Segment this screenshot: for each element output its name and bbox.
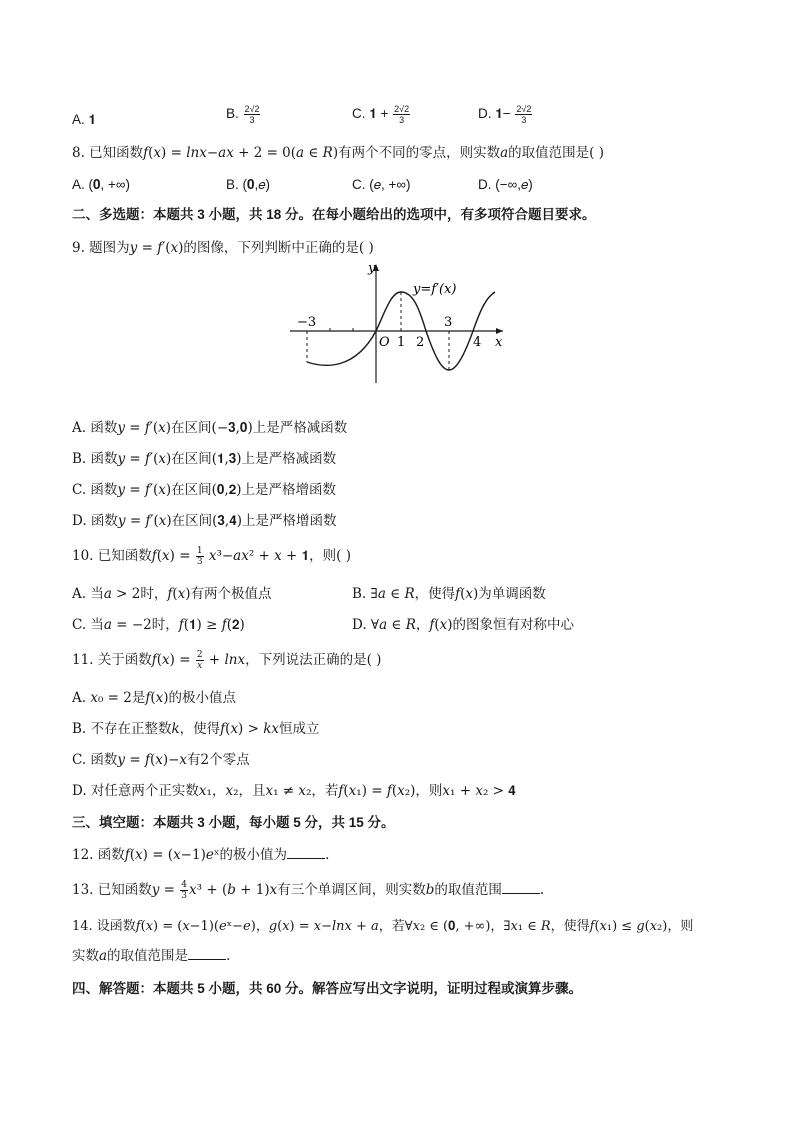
q14-stem-end: . — [226, 948, 231, 964]
q7-option-d-prefix: D. 𝟏− — [478, 106, 511, 122]
q9-derivative-graph — [285, 258, 510, 388]
tick-label-3: 3 — [444, 315, 453, 330]
q14-stem-line2-text: 实数𝑎的取值范围是 — [72, 948, 189, 964]
fraction-numerator: 2√2 — [394, 104, 410, 114]
q14-stem-line2 — [72, 946, 230, 966]
q13-stem-prefix: 13. 已知函数𝑦 = — [72, 882, 175, 898]
q11-fraction — [196, 650, 204, 671]
q10-option-d: D. ∀𝑎 ∈ 𝑅，𝑓(𝑥)的图象恒有对称中心 — [352, 617, 575, 633]
tick-label-4: 4 — [473, 335, 482, 350]
tick-label-1: 1 — [397, 335, 406, 350]
fraction-denominator: 3 — [249, 115, 255, 125]
q14-stem-line1: 14. 设函数𝑓(𝑥) = (𝑥−1)(𝑒ˣ−𝑒)，𝑔(𝑥) = 𝑥−𝑙𝑛𝑥 + 𝑎，若∀𝑥₂ ∈ (𝟎, +∞)，∃𝑥₁ ∈ 𝑅，使得𝑓(𝑥₁) ≤ 𝑔(𝑥₂)，则 — [72, 919, 694, 934]
q9-option-a: A. 函数𝑦 = 𝑓′(𝑥)在区间(−𝟑,𝟎)上是严格减函数 — [72, 420, 348, 436]
q7-option-a: A. 𝟏 — [72, 112, 97, 127]
q11-stem — [72, 650, 381, 671]
fraction-numerator: 1 — [196, 546, 203, 556]
q13-stem-middle: 𝑥³ + (𝑏 + 1)𝑥有三个单调区间，则实数𝑏的取值范围 — [189, 882, 502, 898]
x-axis-label: x — [495, 335, 503, 350]
q9-option-c: C. 函数𝑦 = 𝑓′(𝑥)在区间(𝟎,𝟐)上是严格增函数 — [72, 482, 336, 498]
q7-option-c-fraction — [393, 104, 410, 125]
q9-option-b: B. 函数𝑦 = 𝑓′(𝑥)在区间(𝟏,𝟑)上是严格减函数 — [72, 451, 337, 467]
fraction-denominator: 𝑥 — [197, 661, 203, 671]
q10-option-b: B. ∃𝑎 ∈ 𝑅，使得𝑓(𝑥)为单调函数 — [352, 586, 546, 602]
q10-stem-suffix: 𝑥³−𝑎𝑥² + 𝑥 + 𝟏，则( ) — [208, 548, 351, 564]
fraction-numerator: 2 — [196, 650, 203, 660]
fraction-denominator: 3 — [521, 115, 527, 125]
answer-blank[interactable] — [188, 947, 226, 960]
q11-stem-prefix: 11. 关于函数𝑓(𝑥) = — [72, 652, 191, 668]
q10-stem-prefix: 10. 已知函数𝑓(𝑥) = — [72, 548, 191, 564]
q7-option-c — [352, 104, 411, 125]
q12-stem-text: 12. 函数𝑓(𝑥) = (𝑥−1)𝑒ˣ的极小值为 — [72, 847, 288, 863]
q11-option-d: D. 对任意两个正实数𝑥₁，𝑥₂，且𝑥₁ ≠ 𝑥₂，若𝑓(𝑥₁) = 𝑓(𝑥₂)，则𝑥₁ + 𝑥₂ > 𝟒 — [72, 783, 516, 799]
q11-option-b: B. 不存在正整数𝑘，使得𝑓(𝑥) > 𝑘𝑥恒成立 — [72, 721, 320, 737]
section-2-heading: 二、多选题：本题共 3 小题，共 18 分。在每小题给出的选项中，有多项符合题目要求。 — [72, 207, 596, 222]
q7-option-b — [226, 104, 261, 125]
y-axis-label: y — [368, 261, 376, 276]
q7-option-b-fraction — [244, 104, 261, 125]
q7-option-b-prefix: B. — [226, 106, 239, 122]
q7-option-c-prefix: C. 𝟏 + — [352, 106, 389, 122]
fraction-denominator: 3 — [196, 557, 203, 567]
q8-stem: 8. 已知函数𝑓(𝑥) = 𝑙𝑛𝑥−𝑎𝑥 + 2 = 0(𝑎 ∈ 𝑅)有两个不同的零点，则实数𝑎的取值范围是( ) — [72, 145, 604, 161]
fraction-numerator: 2√2 — [244, 104, 260, 114]
fraction-denominator: 3 — [399, 115, 405, 125]
fraction-denominator: 3 — [181, 891, 188, 901]
q12-stem-end: . — [325, 847, 330, 863]
answer-blank[interactable] — [287, 846, 325, 859]
q10-option-a: A. 当𝑎 > 2时，𝑓(𝑥)有两个极值点 — [72, 586, 272, 602]
tick-label-minus3: −3 — [297, 315, 317, 330]
q10-fraction — [196, 546, 204, 567]
fraction-numerator: 2√2 — [516, 104, 532, 114]
q7-option-d — [478, 104, 533, 125]
q8-option-b: B. (𝟎,𝑒) — [226, 177, 270, 192]
q12-stem — [72, 845, 329, 865]
q11-option-c: C. 函数𝑦 = 𝑓(𝑥)−𝑥有2个零点 — [72, 752, 250, 768]
q10-option-c: C. 当𝑎 = −2时，𝑓(𝟏) ≥ 𝑓(𝟐) — [72, 617, 245, 633]
q7-option-d-fraction — [515, 104, 532, 125]
section-3-heading: 三、填空题：本题共 3 小题，每小题 5 分，共 15 分。 — [72, 815, 395, 830]
q11-option-a: A. 𝑥₀ = 2是𝑓(𝑥)的极小值点 — [72, 690, 236, 706]
answer-blank[interactable] — [502, 881, 540, 894]
q11-stem-suffix: + 𝑙𝑛𝑥，下列说法正确的是( ) — [208, 652, 382, 668]
tick-label-2: 2 — [416, 335, 425, 350]
q9-stem: 9. 题图为𝑦 = 𝑓′(𝑥)的图像，下列判断中正确的是( ) — [72, 240, 374, 256]
q8-option-d: D. (−∞,𝑒) — [478, 177, 533, 192]
q13-stem-end: . — [539, 882, 545, 898]
q9-option-d: D. 函数𝑦 = 𝑓′(𝑥)在区间(𝟑,𝟒)上是严格增函数 — [72, 513, 337, 529]
q10-stem — [72, 546, 351, 567]
q8-option-c: C. (𝑒, +∞) — [352, 177, 411, 192]
x-axis-arrow-icon — [496, 328, 503, 334]
q8-option-a: A. (𝟎, +∞) — [72, 177, 131, 192]
q13-fraction — [180, 880, 188, 901]
fraction-numerator: 4 — [181, 880, 188, 890]
section-4-heading: 四、解答题：本题共 5 小题，共 60 分。解答应写出文字说明，证明过程或演算步骤。 — [72, 981, 583, 996]
q13-stem — [72, 880, 544, 901]
origin-label: O — [379, 335, 390, 350]
curve-label: y=f′(x) — [413, 282, 457, 297]
